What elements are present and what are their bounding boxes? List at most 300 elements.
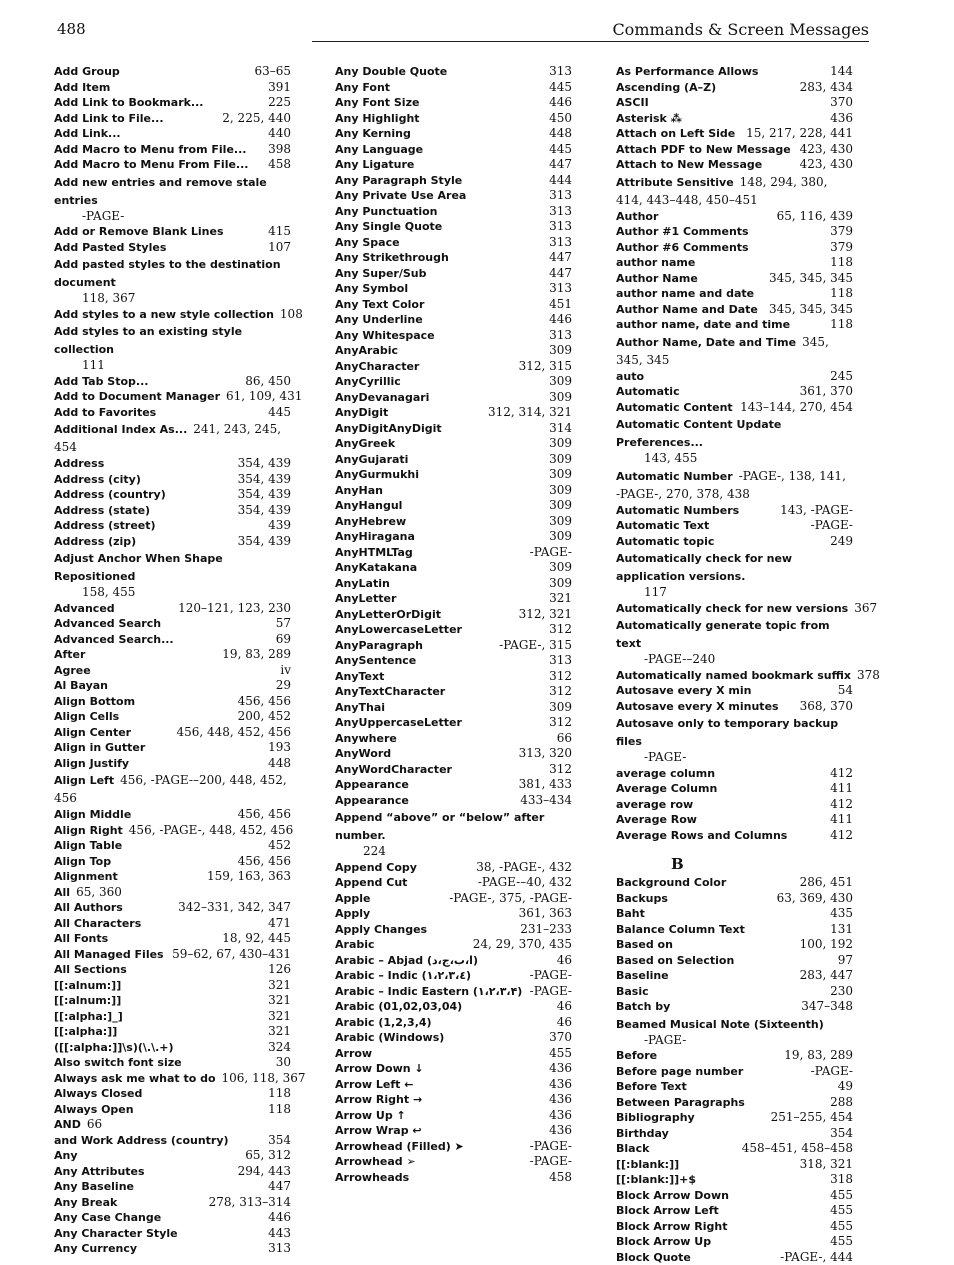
index-page-refs: 423, 430 (800, 142, 853, 158)
index-entry (54, 771, 291, 807)
index-entry (616, 1126, 853, 1142)
index-entry (616, 317, 853, 333)
index-page-refs: 354, 439 (238, 472, 291, 488)
index-entry (54, 307, 291, 323)
index-entry (616, 384, 853, 400)
index-entry (335, 281, 572, 297)
index-term: AnyHan (335, 483, 383, 499)
index-entry (616, 616, 853, 668)
index-term: Batch by (616, 999, 670, 1015)
index-term: Any Punctuation (335, 204, 438, 220)
index-term: AnyDevanagari (335, 390, 429, 406)
index-term: Birthday (616, 1126, 669, 1142)
index-page-refs: 354, 439 (238, 456, 291, 472)
index-term: Align Middle (54, 807, 131, 823)
index-term: [[:blank:]]+$ (616, 1172, 696, 1188)
index-page-refs: 324 (268, 1040, 291, 1056)
index-entry (335, 591, 572, 607)
index-term: Align Top (54, 854, 111, 870)
index-entry (616, 224, 853, 240)
index-term: Author Name and Date (616, 302, 758, 318)
index-term: Advanced Search (54, 616, 161, 632)
index-entry (54, 709, 291, 725)
index-term: Always ask me what to do (54, 1071, 216, 1087)
index-term: Advanced Search... (54, 632, 174, 648)
index-entry (616, 369, 853, 385)
index-page-refs: 309 (549, 483, 572, 499)
index-term: Al Bayan (54, 678, 108, 694)
index-entry (54, 64, 291, 80)
index-page-refs: 447 (549, 157, 572, 173)
index-page-refs: 354, 439 (238, 534, 291, 550)
index-term: AnyThai (335, 700, 385, 716)
index-term: Arabic (Windows) (335, 1030, 444, 1046)
index-entry (616, 1203, 853, 1219)
index-page-refs: 445 (549, 80, 572, 96)
index-entry (54, 1148, 291, 1164)
index-page-refs: 309 (549, 436, 572, 452)
index-entry (54, 947, 291, 963)
index-page-refs: 313 (549, 188, 572, 204)
index-term: Add Link... (54, 126, 121, 142)
index-term: Any Currency (54, 1241, 137, 1257)
index-term: Arrow (335, 1046, 372, 1062)
index-term: Any Ligature (335, 157, 414, 173)
index-entry (54, 389, 291, 405)
index-page-refs: 378 (857, 668, 880, 684)
index-entry (54, 80, 291, 96)
index-page-refs: 312 (549, 622, 572, 638)
index-page-refs: 345, 345, 345 (769, 271, 853, 287)
index-page-refs: 354, 439 (238, 503, 291, 519)
index-page-refs: 456, 448, 452, 456 (176, 725, 291, 741)
index-entry (616, 240, 853, 256)
index-entry (54, 240, 291, 256)
index-term: Address (54, 456, 104, 472)
index-page-refs: 440 (268, 126, 291, 142)
index-entry (616, 209, 853, 225)
index-page-refs: 313, 320 (519, 746, 572, 762)
index-term: Apply (335, 906, 370, 922)
index-term: AnyDigit (335, 405, 388, 421)
index-page-refs: 65, 312 (245, 1148, 291, 1164)
index-page-refs: 249 (830, 534, 853, 550)
index-term: Add Macro to Menu from File... (54, 142, 246, 158)
index-term: Arrow Right → (335, 1092, 422, 1108)
index-entry (54, 740, 291, 756)
index-page-refs: 30 (276, 1055, 291, 1071)
index-page-refs: 309 (549, 700, 572, 716)
index-page-refs: 118 (830, 317, 853, 333)
index-entry (335, 746, 572, 762)
index-page-refs: 321 (268, 978, 291, 994)
index-term: AnyTextCharacter (335, 684, 445, 700)
index-entry (54, 472, 291, 488)
index-entry (616, 1064, 853, 1080)
index-term: Arabic – Abjad (ا،ب،ج،د) (335, 953, 478, 969)
index-term: Any Super/Sub (335, 266, 427, 282)
index-page-refs: 345, 345, 345 (769, 302, 853, 318)
index-term: Arabic (335, 937, 375, 953)
index-entry (616, 503, 853, 519)
index-page-refs: 313 (549, 235, 572, 251)
index-entry (335, 111, 572, 127)
index-entry (335, 731, 572, 747)
index-entry (54, 1102, 291, 1118)
index-entry (54, 993, 291, 1009)
index-column-2 (335, 64, 572, 1185)
index-entry (54, 534, 291, 550)
index-term: AnyDigitAnyDigit (335, 421, 442, 437)
index-term: Any Highlight (335, 111, 420, 127)
index-page-refs: 321 (549, 591, 572, 607)
index-term: All Characters (54, 916, 141, 932)
index-term: AnyGreek (335, 436, 395, 452)
index-term: Apple (335, 891, 371, 907)
index-term: AnyWord (335, 746, 391, 762)
index-entry (54, 838, 291, 854)
index-entry (616, 286, 853, 302)
index-term: Any Whitespace (335, 328, 435, 344)
index-term: Baseline (616, 968, 669, 984)
index-entry (335, 126, 572, 142)
index-entry (335, 498, 572, 514)
index-page-refs: 451 (549, 297, 572, 313)
index-term: Any (54, 1148, 78, 1164)
index-entry (335, 452, 572, 468)
index-page-refs: 309 (549, 514, 572, 530)
index-page-refs: 354 (268, 1133, 291, 1149)
index-entry (616, 1188, 853, 1204)
index-term: Block Arrow Up (616, 1234, 711, 1250)
index-entry (335, 968, 572, 984)
index-entry (335, 328, 572, 344)
index-term: Appearance (335, 777, 409, 793)
index-entry (335, 266, 572, 282)
index-term: Anywhere (335, 731, 397, 747)
index-page-refs: 309 (549, 498, 572, 514)
index-term: Attach PDF to New Message (616, 142, 791, 158)
index-page-refs: 251–255, 454 (771, 1110, 853, 1126)
index-entry (54, 1195, 291, 1211)
index-page-refs: 447 (549, 250, 572, 266)
index-page-refs: 131 (830, 922, 853, 938)
index-entry (616, 1048, 853, 1064)
index-term: Arrow Left ← (335, 1077, 413, 1093)
index-term: Any Language (335, 142, 423, 158)
section-letter: B (616, 853, 853, 875)
index-term: Any Case Change (54, 1210, 161, 1226)
index-entry (54, 854, 291, 870)
index-entry (54, 1226, 291, 1242)
index-page-refs: 471 (268, 916, 291, 932)
index-page-refs: 286, 451 (800, 875, 853, 891)
index-term: Baht (616, 906, 645, 922)
index-page-refs: 439 (268, 518, 291, 534)
index-page-refs: 321 (268, 1024, 291, 1040)
index-entry (335, 95, 572, 111)
index-entry (335, 1030, 572, 1046)
index-page-refs: 452 (268, 838, 291, 854)
index-term: Any Break (54, 1195, 117, 1211)
index-term: Align Cells (54, 709, 119, 725)
index-term: Align Bottom (54, 694, 135, 710)
index-entry (335, 793, 572, 809)
index-term: Appearance (335, 793, 409, 809)
index-entry (616, 891, 853, 907)
index-page-refs: 313 (549, 64, 572, 80)
index-page-refs: 230 (830, 984, 853, 1000)
index-page-refs: 361, 370 (800, 384, 853, 400)
index-page-refs: 314 (549, 421, 572, 437)
index-term: AnyLowercaseLetter (335, 622, 462, 638)
index-entry (616, 1250, 853, 1265)
index-page-refs: 433–434 (520, 793, 572, 809)
index-page-refs: 46 (557, 999, 572, 1015)
index-entry (54, 1040, 291, 1056)
index-entry (616, 1219, 853, 1235)
index-term: AnyLatin (335, 576, 390, 592)
index-entry (54, 678, 291, 694)
index-term: Append Cut (335, 875, 407, 891)
index-entry (616, 601, 853, 617)
index-term: Arabic – Indic Eastern (۱،۲،۳،۴) (335, 984, 522, 1000)
index-term: Based on (616, 937, 673, 953)
index-entry (616, 812, 853, 828)
index-term: Advanced (54, 601, 115, 617)
index-entry (335, 250, 572, 266)
index-page-refs: 312, 314, 321 (488, 405, 572, 421)
index-term: AnyHebrew (335, 514, 406, 530)
index-page-refs: 46 (557, 1015, 572, 1031)
index-page-refs: 158, 455 (54, 585, 291, 601)
index-page-refs: 63–65 (254, 64, 291, 80)
index-term: [[:blank:]] (616, 1157, 679, 1173)
index-term: Automatic Text (616, 518, 709, 534)
index-term: Any Private Use Area (335, 188, 466, 204)
index-term: Before (616, 1048, 657, 1064)
index-term: Also switch font size (54, 1055, 182, 1071)
index-term: Autosave every X min (616, 683, 751, 699)
index-entry (54, 663, 291, 679)
index-term: Automatically named bookmark suffix (616, 668, 851, 684)
index-term: All (54, 885, 70, 901)
index-entry (54, 456, 291, 472)
index-term: Additional Index As... (54, 423, 187, 436)
index-entry (54, 900, 291, 916)
index-term: Add or Remove Blank Lines (54, 224, 224, 240)
index-entry (616, 400, 853, 416)
index-term: Asterisk ⁂ (616, 111, 682, 127)
index-term: Automatically check for new application versions. (616, 552, 792, 583)
index-entry (54, 1117, 291, 1133)
index-page-refs: 57 (276, 616, 291, 632)
index-term: AnyWordCharacter (335, 762, 452, 778)
index-entry (54, 1133, 291, 1149)
index-term: Any Kerning (335, 126, 411, 142)
index-column-3 (616, 64, 853, 1265)
index-term: Attribute Sensitive (616, 176, 734, 189)
index-page-refs: 354, 439 (238, 487, 291, 503)
index-term: Between Paragraphs (616, 1095, 745, 1111)
index-page-refs: 61, 109, 431 (226, 389, 302, 405)
index-entry (54, 95, 291, 111)
index-term: Block Arrow Down (616, 1188, 729, 1204)
index-entry (335, 173, 572, 189)
index-page-refs: 288 (830, 1095, 853, 1111)
index-entry (616, 111, 853, 127)
index-page-refs: 367 (854, 601, 877, 617)
index-entry (616, 518, 853, 534)
index-page-refs: 97 (838, 953, 853, 969)
index-term: AnyKatakana (335, 560, 417, 576)
index-page-refs: 313 (268, 1241, 291, 1257)
index-page-refs: -PAGE- (530, 1139, 572, 1155)
index-term: author name (616, 255, 695, 271)
index-page-refs: 448 (549, 126, 572, 142)
index-page-refs: 443 (268, 1226, 291, 1242)
index-term: Any Strikethrough (335, 250, 449, 266)
index-page-refs: 411 (830, 812, 853, 828)
index-term: Autosave only to temporary backup files (616, 717, 838, 748)
index-page-refs: 107 (268, 240, 291, 256)
index-page-refs: 200, 452 (238, 709, 291, 725)
index-term: Balance Column Text (616, 922, 745, 938)
index-page-refs: 347–348 (801, 999, 853, 1015)
index-page-refs: 448 (268, 756, 291, 772)
index-term: Automatic topic (616, 534, 714, 550)
index-term: Author (616, 209, 658, 225)
index-page-refs: 309 (549, 467, 572, 483)
index-page-refs: 159, 163, 363 (207, 869, 291, 885)
index-entry (335, 374, 572, 390)
index-term: Arabic (01,02,03,04) (335, 999, 462, 1015)
index-term: and Work Address (country) (54, 1133, 229, 1149)
index-entry (616, 142, 853, 158)
index-entry (616, 937, 853, 953)
index-term: [[:alnum:]] (54, 993, 121, 1009)
index-page-refs: 455 (830, 1188, 853, 1204)
index-entry (616, 80, 853, 96)
index-entry (54, 157, 291, 173)
index-entry (54, 978, 291, 994)
index-term: All Authors (54, 900, 123, 916)
index-entry (335, 157, 572, 173)
index-entry (616, 1015, 853, 1049)
index-entry (616, 875, 853, 891)
index-entry (616, 1110, 853, 1126)
index-term: Append “above” or “below” after number. (335, 811, 544, 842)
index-page-refs: 143, -PAGE- (780, 503, 853, 519)
index-entry (335, 937, 572, 953)
index-page-refs: 342–331, 342, 347 (178, 900, 291, 916)
index-page-refs: 435 (830, 906, 853, 922)
index-page-refs: 318 (830, 1172, 853, 1188)
index-page-refs: 69 (276, 632, 291, 648)
index-page-refs: -PAGE-, 375, -PAGE- (449, 891, 572, 907)
index-page-refs: -PAGE- (54, 209, 291, 225)
index-entry (335, 1077, 572, 1093)
index-term: auto (616, 369, 644, 385)
index-page-refs: 436 (549, 1108, 572, 1124)
index-entry (616, 549, 853, 601)
index-term: Block Arrow Right (616, 1219, 728, 1235)
index-page-refs: 278, 313–314 (209, 1195, 291, 1211)
index-page-refs: 456, 456 (238, 694, 291, 710)
index-page-refs: 313 (549, 328, 572, 344)
index-page-refs: 309 (549, 452, 572, 468)
index-entry (335, 405, 572, 421)
index-entry (616, 683, 853, 699)
index-page-refs: 117 (616, 585, 853, 601)
index-page-refs: 379 (830, 224, 853, 240)
index-entry (616, 953, 853, 969)
index-entry (616, 699, 853, 715)
index-entry (335, 953, 572, 969)
index-entry (616, 906, 853, 922)
index-page-refs: 345, 345, 345 (616, 335, 829, 367)
index-page-refs: 283, 447 (800, 968, 853, 984)
index-term: Arrow Up ↑ (335, 1108, 406, 1124)
index-entry (54, 616, 291, 632)
index-page-refs: 2, 225, 440 (222, 111, 291, 127)
index-page-refs: 412 (830, 828, 853, 844)
index-page-refs: 65, 360 (76, 885, 122, 901)
index-term: After (54, 647, 85, 663)
index-entry (335, 64, 572, 80)
index-term: Automatic Number (616, 470, 733, 483)
page-number: 488 (57, 20, 86, 38)
index-page-refs: 321 (268, 1009, 291, 1025)
index-entry (616, 126, 853, 142)
index-term: Add styles to an existing style collection (54, 325, 242, 356)
index-entry (616, 302, 853, 318)
index-page-refs: 231–233 (520, 922, 572, 938)
index-entry (616, 828, 853, 844)
index-term: AnyLetterOrDigit (335, 607, 441, 623)
index-entry (54, 224, 291, 240)
index-page-refs: 24, 29, 370, 435 (473, 937, 572, 953)
index-term: Add to Document Manager (54, 389, 220, 405)
index-term: Based on Selection (616, 953, 734, 969)
index-term: Average Column (616, 781, 717, 797)
index-entry (54, 1071, 291, 1087)
index-entry (54, 503, 291, 519)
index-term: Basic (616, 984, 649, 1000)
index-page-refs: 312 (549, 715, 572, 731)
index-page-refs: 59–62, 67, 430–431 (172, 947, 291, 963)
index-page-refs: 370 (549, 1030, 572, 1046)
index-entry (54, 885, 291, 901)
index-page-refs: 49 (838, 1079, 853, 1095)
index-term: All Managed Files (54, 947, 164, 963)
index-entry (335, 1170, 572, 1186)
index-page-refs: 225 (268, 95, 291, 111)
index-entry (54, 694, 291, 710)
index-entry (54, 405, 291, 421)
index-entry (54, 962, 291, 978)
index-entry (335, 653, 572, 669)
index-entry (335, 715, 572, 731)
index-term: AnyArabic (335, 343, 398, 359)
index-term: Always Closed (54, 1086, 142, 1102)
index-entry (616, 797, 853, 813)
index-entry (54, 931, 291, 947)
index-term: Address (city) (54, 472, 141, 488)
index-page-refs: 458 (549, 1170, 572, 1186)
index-term: Author Name (616, 271, 698, 287)
index-page-refs: 245 (830, 369, 853, 385)
